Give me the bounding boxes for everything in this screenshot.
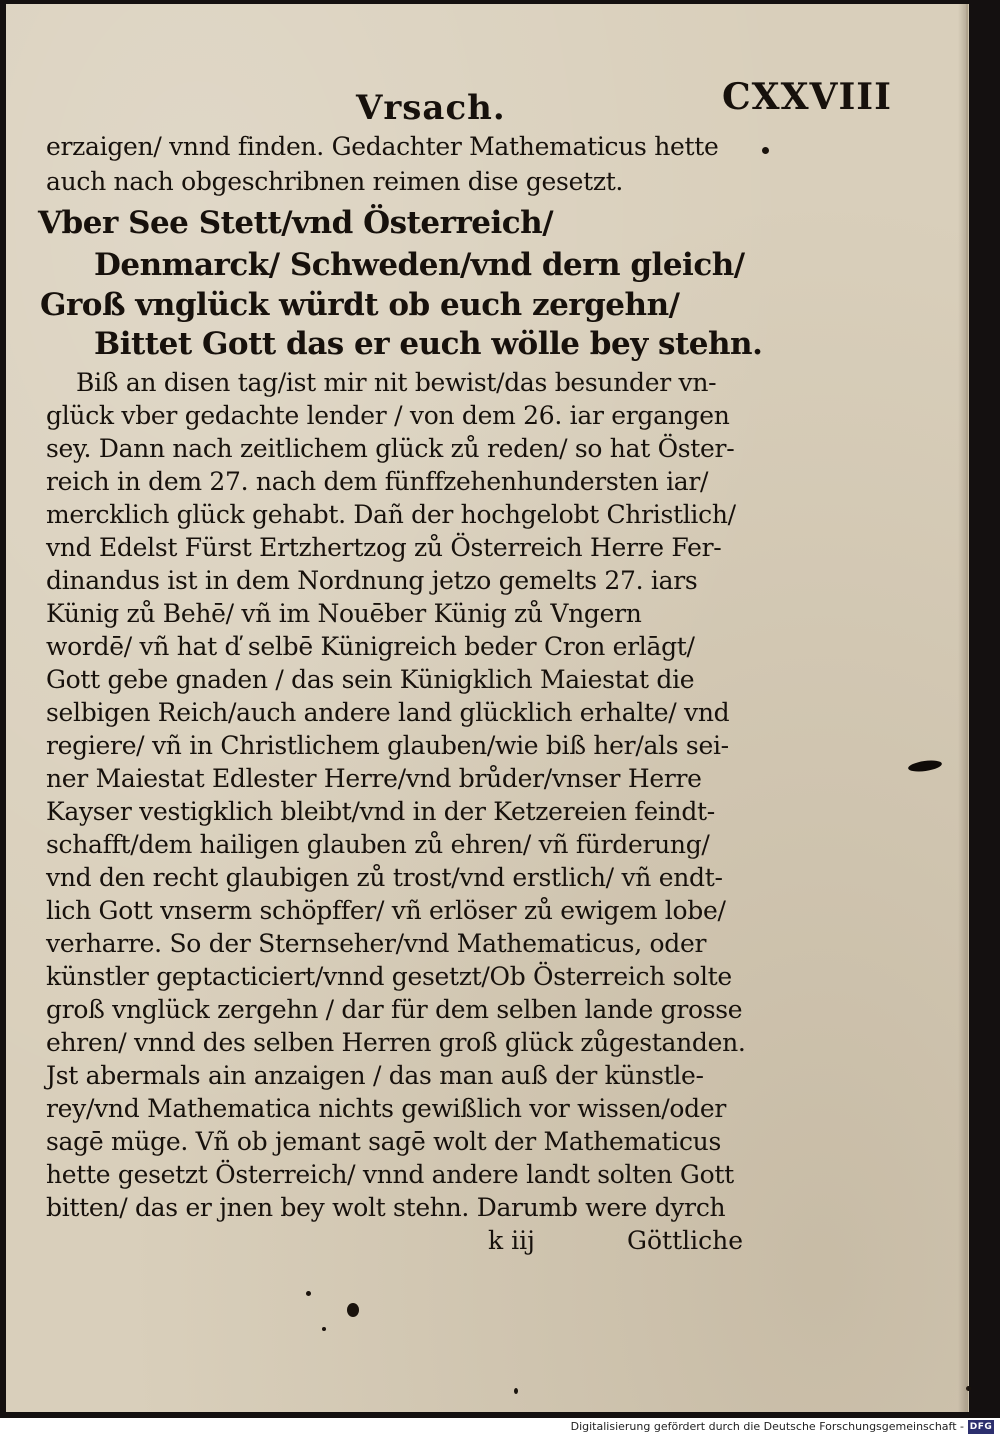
body-line: vnd Edelst Fürst Ertzhertzog zů Österreich Herre Fer- (46, 533, 722, 562)
body-line: groß vnglück zergehn / dar für dem selben lande grosse (46, 995, 743, 1024)
dfg-logo: DFG (969, 1422, 993, 1432)
body-line: dinandus ist in dem Nordnung jetzo gemelts 27. iars (46, 566, 698, 595)
body-line: Gott gebe gnaden / das sein Künigklich Maiestat die (46, 665, 695, 694)
body-line: verharre. So der Sternseher/vnd Mathematicus, oder (46, 929, 707, 958)
body-line: ner Maiestat Edlester Herre/vnd brůder/vnser Herre (46, 764, 702, 793)
body-line: rey/vnd Mathematica nichts gewißlich vor wissen/oder (46, 1094, 727, 1123)
body-line: bitten/ das er jnen bey wolt stehn. Darumb were dyrch (46, 1193, 726, 1222)
ink-speck (306, 1291, 311, 1296)
folio-number: CXXVIII (722, 76, 892, 118)
body-line: Kayser vestigklich bleibt/vnd in der Ketzereien feindt- (46, 797, 715, 826)
body-line: selbigen Reich/auch andere land glücklich erhalte/ vnd (46, 698, 730, 727)
ink-speck (966, 1386, 971, 1391)
body-line: sagē müge. Vñ ob jemant sagē wolt der Mathematicus (46, 1127, 721, 1156)
verse-line: Denmarck/ Schweden/vnd dern gleich/ (94, 247, 745, 283)
body-line: glück vber gedachte lender / von dem 26. iar ergangen (46, 401, 730, 430)
body-line: wordē/ vñ hat ď selbē Künigreich beder Cron erlāgt/ (46, 632, 695, 661)
intro-line: erzaigen/ vnnd finden. Gedachter Mathematicus hette (46, 132, 719, 161)
ink-speck (762, 147, 769, 154)
running-title: Vrsach. (356, 88, 506, 128)
body-line: Biß an disen tag/ist mir nit bewist/das besunder vn- (76, 368, 717, 397)
verse-line: Bittet Gott das er euch wölle bey stehn. (94, 326, 763, 362)
body-line: schafft/dem hailigen glauben zů ehren/ vñ fürderung/ (46, 830, 710, 859)
catchword: Göttliche (627, 1226, 744, 1255)
body-line: regiere/ vñ in Christlichem glauben/wie biß her/als sei- (46, 731, 729, 760)
funding-credit: Digitalisierung gefördert durch die Deutsche Forschungsgemeinschaft - (570, 1420, 964, 1433)
body-line: lich Gott vnserm schöpffer/ vñ erlöser zů ewigem lobe/ (46, 896, 726, 925)
body-line: vnd den recht glaubigen zů trost/vnd erstlich/ vñ endt- (46, 863, 723, 892)
body-line: reich in dem 27. nach dem fünffzehenhundersten iar/ (46, 467, 709, 496)
intro-line: auch nach obgeschribnen reimen dise gesetzt. (46, 167, 624, 196)
ink-speck (322, 1327, 326, 1331)
verse-line: Vber See Stett/vnd Österreich/ (38, 205, 554, 241)
body-line: Künig zů Behē/ vñ im Nouēber Künig zů Vngern (46, 599, 642, 628)
ink-blot (907, 759, 942, 774)
body-line: hette gesetzt Österreich/ vnnd andere landt solten Gott (46, 1160, 734, 1189)
book-page (6, 4, 969, 1412)
credit-bar (0, 1418, 1000, 1437)
body-line: sey. Dann nach zeitlichem glück zů reden/ so hat Öster- (46, 434, 735, 463)
ink-speck (514, 1388, 518, 1394)
body-line: Jst abermals ain anzaigen / das man auß der künstle- (46, 1061, 704, 1090)
body-line: ehren/ vnnd des selben Herren groß glück zůgestanden. (46, 1028, 746, 1057)
signature-mark: k iij (488, 1226, 535, 1255)
ink-speck (347, 1303, 359, 1317)
verse-line: Groß vnglück würdt ob euch zergehn/ (40, 287, 680, 323)
body-line: mercklich glück gehabt. Dañ der hochgelobt Christlich/ (46, 500, 736, 529)
body-line: künstler geptacticiert/vnnd gesetzt/Ob Österreich solte (46, 962, 732, 991)
